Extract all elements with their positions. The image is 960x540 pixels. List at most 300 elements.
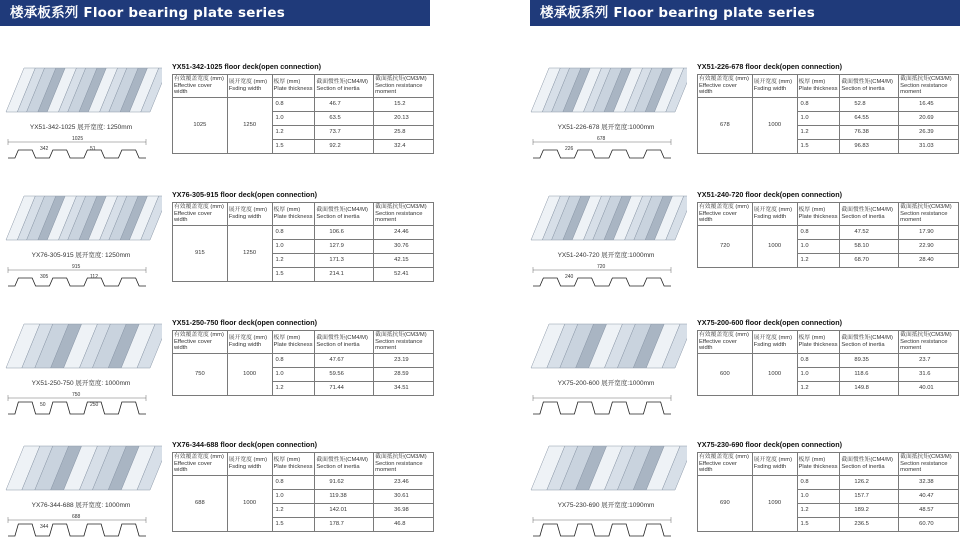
- column-header-line: 有效覆盖宽度 (mm): [699, 332, 749, 338]
- deck-illustration: [0, 62, 162, 174]
- thickness-cell: 1.2: [272, 253, 315, 267]
- spec-row: [173, 475, 434, 489]
- column-header-line: 板厚 (mm): [798, 79, 826, 86]
- column-header-line: 截面抵抗矩(CM3/M): [375, 76, 427, 82]
- column-header-line: moment: [900, 217, 922, 223]
- inertia-cell: 47.52: [840, 225, 899, 239]
- spec-table: [697, 452, 959, 532]
- column-header-unfold: [227, 331, 272, 354]
- column-header-resist: [899, 453, 959, 476]
- thickness-cell: 1.5: [272, 517, 315, 531]
- column-header-line: Plate thickness: [273, 85, 313, 92]
- deck-caption: YX51-240-720 展开宽度:1000mm: [557, 252, 655, 259]
- profile-section-line: [8, 402, 146, 414]
- column-header-resist: [374, 203, 434, 226]
- deck-illustration: [0, 440, 162, 540]
- unfold-width-cell: 1000: [227, 353, 272, 395]
- column-header-cover: [173, 75, 228, 98]
- profile-section-line: [533, 278, 671, 286]
- column-header-line: 截面惯性矩(CM4/M): [316, 207, 368, 214]
- resistance-cell: 32.4: [374, 139, 434, 153]
- column-header-line: 有效覆盖宽度 (mm): [699, 204, 749, 210]
- thickness-cell: 0.8: [797, 353, 840, 367]
- dimension-label: 240: [565, 274, 574, 280]
- resistance-cell: 40.47: [899, 489, 959, 503]
- thickness-cell: 1.0: [272, 111, 315, 125]
- column-header-unfold: [752, 75, 797, 98]
- resistance-cell: 23.7: [899, 353, 959, 367]
- column-header-line: Fsding width: [228, 213, 262, 220]
- inertia-cell: 89.35: [840, 353, 899, 367]
- column-header-line: 截面抵抗矩(CM3/M): [900, 454, 952, 460]
- column-header-line: Section of inertia: [316, 85, 360, 92]
- cover-width-cell: 750: [173, 353, 228, 395]
- column-header-line: moment: [375, 217, 397, 223]
- column-header-line: moment: [375, 467, 397, 473]
- inertia-cell: 91.62: [315, 475, 374, 489]
- product-block-right-2: [525, 190, 960, 308]
- inertia-cell: 47.67: [315, 353, 374, 367]
- product-block-right-4: [525, 440, 960, 540]
- deck-caption: YX75-230-690 展开宽度:1090mm: [557, 502, 655, 509]
- cover-width-cell: 600: [698, 353, 753, 395]
- column-header-line: 截面抵抗矩(CM3/M): [375, 454, 427, 460]
- inertia-cell: 214.1: [315, 267, 374, 281]
- inertia-cell: 58.10: [840, 239, 899, 253]
- inertia-cell: 236.5: [840, 517, 899, 531]
- deck-product-image: [525, 62, 687, 174]
- column-header-line: Plate thickness: [798, 463, 838, 470]
- column-header-line: Fsding width: [753, 85, 787, 92]
- resistance-cell: 60.70: [899, 517, 959, 531]
- resistance-cell: 23.19: [374, 353, 434, 367]
- resistance-cell: 46.8: [374, 517, 434, 531]
- column-header-line: 截面抵抗矩(CM3/M): [375, 332, 427, 338]
- column-header-line: 截面惯性矩(CM4/M): [841, 207, 893, 214]
- column-header-cover: [698, 331, 753, 354]
- resistance-cell: 15.2: [374, 97, 434, 111]
- spec-table-title: YX76-344-688 floor deck(open connection): [172, 440, 317, 449]
- inertia-cell: 59.56: [315, 367, 374, 381]
- spec-row: [173, 353, 434, 367]
- dimension-label: 915: [72, 264, 81, 270]
- spec-header-row: [173, 331, 434, 354]
- thickness-cell: 1.5: [272, 267, 315, 281]
- thickness-cell: 1.0: [797, 367, 840, 381]
- deck-caption: YX51-342-1025 展开宽度: 1250mm: [29, 124, 133, 131]
- column-header-line: Section resistance: [900, 210, 948, 217]
- inertia-cell: 46.7: [315, 97, 374, 111]
- deck-caption: YX75-200-600 展开宽度:1000mm: [557, 380, 655, 387]
- spec-table-title: YX75-200-600 floor deck(open connection): [697, 318, 842, 327]
- column-header-resist: [899, 203, 959, 226]
- spec-header-row: [698, 453, 959, 476]
- column-header-thick: [797, 203, 840, 226]
- column-header-cover: [173, 331, 228, 354]
- product-block-left-4: [0, 440, 440, 540]
- profile-section-line: [8, 524, 146, 536]
- dimension-label: 750: [72, 392, 81, 398]
- column-header-unfold: [227, 203, 272, 226]
- resistance-cell: 48.57: [899, 503, 959, 517]
- column-header-resist: [374, 75, 434, 98]
- column-header-cover: [173, 203, 228, 226]
- spec-table-title: YX76-305-915 floor deck(open connection): [172, 190, 317, 199]
- resistance-cell: 17.90: [899, 225, 959, 239]
- column-header-thick: [797, 453, 840, 476]
- spec-header-row: [173, 75, 434, 98]
- profile-section-line: [533, 402, 671, 414]
- spec-header-row: [173, 453, 434, 476]
- thickness-cell: 1.5: [797, 139, 840, 153]
- dimension-label: 226: [565, 146, 574, 152]
- column-header-inertia: [315, 75, 374, 98]
- thickness-cell: 0.8: [797, 475, 840, 489]
- deck-product-image: [525, 440, 687, 540]
- column-header-inertia: [315, 203, 374, 226]
- deck-illustration: [0, 190, 162, 302]
- spec-table-title: YX51-342-1025 floor deck(open connection): [172, 62, 321, 71]
- inertia-cell: 149.8: [840, 381, 899, 395]
- column-header-line: 截面惯性矩(CM4/M): [316, 457, 368, 464]
- spec-table: [697, 74, 959, 154]
- resistance-cell: 25.8: [374, 125, 434, 139]
- column-header-resist: [899, 331, 959, 354]
- resistance-cell: 42.15: [374, 253, 434, 267]
- column-header-line: 有效覆盖宽度 (mm): [174, 332, 224, 338]
- column-header-inertia: [840, 453, 899, 476]
- column-header-line: Plate thickness: [798, 85, 838, 92]
- column-header-line: 截面惯性矩(CM4/M): [841, 335, 893, 342]
- column-header-unfold: [227, 453, 272, 476]
- deck-illustration: [525, 190, 687, 302]
- deck-product-image: [0, 62, 162, 174]
- inertia-cell: 96.83: [840, 139, 899, 153]
- column-header-line: moment: [375, 345, 397, 351]
- column-header-line: 展开宽度 (mm): [228, 79, 268, 86]
- profile-section-line: [533, 150, 671, 158]
- page-title-right: 楼承板系列 Floor bearing plate series: [540, 5, 815, 21]
- thickness-cell: 0.8: [272, 97, 315, 111]
- thickness-cell: 0.8: [797, 97, 840, 111]
- column-header-line: Section of inertia: [316, 463, 360, 470]
- unfold-width-cell: 1250: [227, 225, 272, 281]
- deck-illustration: [525, 62, 687, 174]
- deck-product-image: [525, 318, 687, 430]
- spec-table-title: YX51-240-720 floor deck(open connection): [697, 190, 842, 199]
- thickness-cell: 0.8: [797, 225, 840, 239]
- spec-table: [697, 202, 959, 268]
- column-header-cover: [698, 75, 753, 98]
- cover-width-cell: 678: [698, 97, 753, 153]
- column-header-line: 有效覆盖宽度 (mm): [699, 454, 749, 460]
- column-header-line: Section resistance: [375, 210, 423, 217]
- column-header-inertia: [315, 331, 374, 354]
- resistance-cell: 24.46: [374, 225, 434, 239]
- column-header-line: Effective cover width: [699, 338, 737, 351]
- thickness-cell: 1.2: [272, 125, 315, 139]
- spec-table: [697, 330, 959, 396]
- column-header-inertia: [840, 203, 899, 226]
- resistance-cell: 40.01: [899, 381, 959, 395]
- column-header-line: Effective cover width: [174, 210, 212, 223]
- column-header-thick: [272, 203, 315, 226]
- cover-width-cell: 915: [173, 225, 228, 281]
- resistance-cell: 26.39: [899, 125, 959, 139]
- column-header-line: Effective cover width: [699, 460, 737, 473]
- column-header-line: Section resistance: [375, 460, 423, 467]
- spec-header-row: [698, 331, 959, 354]
- cover-width-cell: 1025: [173, 97, 228, 153]
- page-title-left: 楼承板系列 Floor bearing plate series: [10, 5, 285, 21]
- spec-header-row: [698, 75, 959, 98]
- dimension-label: 112: [90, 274, 98, 280]
- resistance-cell: 20.13: [374, 111, 434, 125]
- column-header-line: 板厚 (mm): [273, 457, 301, 464]
- dimension-label: 688: [72, 514, 81, 520]
- column-header-line: Plate thickness: [273, 341, 313, 348]
- resistance-cell: 16.45: [899, 97, 959, 111]
- inertia-cell: 71.44: [315, 381, 374, 395]
- spec-header-row: [698, 203, 959, 226]
- resistance-cell: 31.6: [899, 367, 959, 381]
- thickness-cell: 1.2: [797, 125, 840, 139]
- column-header-line: Section of inertia: [841, 341, 885, 348]
- inertia-cell: 73.7: [315, 125, 374, 139]
- column-header-line: 截面惯性矩(CM4/M): [841, 457, 893, 464]
- inertia-cell: 178.7: [315, 517, 374, 531]
- column-header-line: 板厚 (mm): [273, 79, 301, 86]
- cover-width-cell: 688: [173, 475, 228, 531]
- resistance-cell: 28.59: [374, 367, 434, 381]
- dimension-label: 305: [40, 274, 49, 280]
- column-header-line: 展开宽度 (mm): [753, 207, 793, 214]
- profile-section-line: [533, 524, 671, 536]
- dimension-label: 250: [90, 402, 99, 408]
- column-header-line: Effective cover width: [699, 210, 737, 223]
- inertia-cell: 142.01: [315, 503, 374, 517]
- thickness-cell: 1.0: [272, 489, 315, 503]
- column-header-line: 截面抵抗矩(CM3/M): [900, 332, 952, 338]
- column-header-line: Section resistance: [900, 338, 948, 345]
- inertia-cell: 119.38: [315, 489, 374, 503]
- thickness-cell: 1.0: [272, 239, 315, 253]
- column-header-thick: [797, 331, 840, 354]
- product-block-left-3: [0, 318, 440, 436]
- column-header-line: Section resistance: [900, 460, 948, 467]
- dimension-label: 344: [40, 524, 49, 530]
- thickness-cell: 1.0: [797, 239, 840, 253]
- resistance-cell: 32.38: [899, 475, 959, 489]
- column-header-line: Effective cover width: [699, 82, 737, 95]
- deck-product-image: [0, 318, 162, 430]
- column-header-line: 板厚 (mm): [273, 207, 301, 214]
- column-header-line: Effective cover width: [174, 460, 212, 473]
- spec-row: [698, 97, 959, 111]
- column-header-unfold: [227, 75, 272, 98]
- spec-table-title: YX51-226-678 floor deck(open connection): [697, 62, 842, 71]
- column-header-line: Fsding width: [228, 341, 262, 348]
- resistance-cell: 34.51: [374, 381, 434, 395]
- deck-caption: YX51-250-750 展开宽度: 1000mm: [31, 380, 131, 387]
- dimension-label: 1025: [72, 136, 84, 142]
- spec-table-title: YX75-230-690 floor deck(open connection): [697, 440, 842, 449]
- thickness-cell: 0.8: [272, 353, 315, 367]
- column-header-line: Effective cover width: [174, 82, 212, 95]
- thickness-cell: 1.0: [797, 489, 840, 503]
- column-header-line: Fsding width: [753, 463, 787, 470]
- column-header-line: Section resistance: [375, 338, 423, 345]
- column-header-line: 截面惯性矩(CM4/M): [841, 79, 893, 86]
- column-header-line: Section of inertia: [841, 85, 885, 92]
- column-header-thick: [797, 75, 840, 98]
- inertia-cell: 106.6: [315, 225, 374, 239]
- resistance-cell: 20.69: [899, 111, 959, 125]
- profile-section-line: [8, 150, 146, 158]
- dimension-label: 342: [40, 146, 49, 152]
- thickness-cell: 0.8: [272, 225, 315, 239]
- page-header-left: [0, 0, 430, 26]
- resistance-cell: 36.98: [374, 503, 434, 517]
- column-header-inertia: [840, 331, 899, 354]
- page-header-right: [530, 0, 960, 26]
- unfold-width-cell: 1000: [752, 225, 797, 267]
- column-header-cover: [173, 453, 228, 476]
- column-header-line: 截面惯性矩(CM4/M): [316, 335, 368, 342]
- column-header-line: Section of inertia: [316, 341, 360, 348]
- column-header-line: 截面抵抗矩(CM3/M): [900, 204, 952, 210]
- inertia-cell: 127.9: [315, 239, 374, 253]
- spec-table: [172, 330, 434, 396]
- column-header-line: moment: [900, 345, 922, 351]
- unfold-width-cell: 1250: [227, 97, 272, 153]
- thickness-cell: 1.5: [272, 139, 315, 153]
- column-header-line: Section of inertia: [841, 463, 885, 470]
- column-header-line: 板厚 (mm): [273, 335, 301, 342]
- resistance-cell: 22.90: [899, 239, 959, 253]
- column-header-line: 有效覆盖宽度 (mm): [699, 76, 749, 82]
- column-header-unfold: [752, 453, 797, 476]
- spec-row: [698, 353, 959, 367]
- spec-row: [173, 225, 434, 239]
- spec-row: [698, 475, 959, 489]
- inertia-cell: 171.3: [315, 253, 374, 267]
- column-header-line: 板厚 (mm): [798, 457, 826, 464]
- column-header-line: 截面惯性矩(CM4/M): [316, 79, 368, 86]
- column-header-line: Effective cover width: [174, 338, 212, 351]
- column-header-line: 有效覆盖宽度 (mm): [174, 204, 224, 210]
- dimension-label: 720: [597, 264, 606, 270]
- column-header-line: moment: [900, 467, 922, 473]
- column-header-line: moment: [375, 89, 397, 95]
- column-header-unfold: [752, 203, 797, 226]
- column-header-line: Fsding width: [228, 85, 262, 92]
- deck-caption: YX51-226-678 展开宽度:1000mm: [557, 124, 655, 131]
- unfold-width-cell: 1000: [752, 97, 797, 153]
- column-header-line: Section of inertia: [841, 213, 885, 220]
- column-header-line: 展开宽度 (mm): [753, 457, 793, 464]
- column-header-line: 展开宽度 (mm): [228, 207, 268, 214]
- column-header-line: 展开宽度 (mm): [753, 335, 793, 342]
- inertia-cell: 92.2: [315, 139, 374, 153]
- column-header-line: 展开宽度 (mm): [228, 457, 268, 464]
- resistance-cell: 52.41: [374, 267, 434, 281]
- column-header-line: 有效覆盖宽度 (mm): [174, 76, 224, 82]
- deck-illustration: [525, 318, 687, 430]
- resistance-cell: 31.03: [899, 139, 959, 153]
- column-header-line: Section resistance: [375, 82, 423, 89]
- product-block-left-1: [0, 62, 440, 180]
- dimension-label: 51: [90, 146, 96, 152]
- spec-table: [172, 202, 434, 282]
- deck-product-image: [0, 440, 162, 540]
- cover-width-cell: 690: [698, 475, 753, 531]
- column-header-line: Section of inertia: [316, 213, 360, 220]
- column-header-thick: [272, 75, 315, 98]
- column-header-resist: [374, 331, 434, 354]
- thickness-cell: 1.5: [797, 517, 840, 531]
- column-header-thick: [272, 453, 315, 476]
- resistance-cell: 30.61: [374, 489, 434, 503]
- inertia-cell: 63.5: [315, 111, 374, 125]
- deck-product-image: [0, 190, 162, 302]
- column-header-line: Fsding width: [753, 213, 787, 220]
- thickness-cell: 1.2: [797, 381, 840, 395]
- deck-illustration: [0, 318, 162, 430]
- product-block-right-1: [525, 62, 960, 180]
- thickness-cell: 1.0: [797, 111, 840, 125]
- inertia-cell: 126.2: [840, 475, 899, 489]
- inertia-cell: 157.7: [840, 489, 899, 503]
- column-header-line: Fsding width: [228, 463, 262, 470]
- thickness-cell: 1.2: [272, 381, 315, 395]
- spec-row: [173, 97, 434, 111]
- resistance-cell: 28.40: [899, 253, 959, 267]
- deck-illustration: [525, 440, 687, 540]
- column-header-line: 截面抵抗矩(CM3/M): [375, 204, 427, 210]
- spec-table: [172, 452, 434, 532]
- product-block-left-2: [0, 190, 440, 308]
- column-header-unfold: [752, 331, 797, 354]
- product-block-right-3: [525, 318, 960, 436]
- column-header-line: 板厚 (mm): [798, 335, 826, 342]
- inertia-cell: 189.2: [840, 503, 899, 517]
- dimension-label: 50: [40, 402, 46, 408]
- column-header-cover: [698, 203, 753, 226]
- column-header-line: 展开宽度 (mm): [753, 79, 793, 86]
- column-header-line: 展开宽度 (mm): [228, 335, 268, 342]
- column-header-line: Plate thickness: [798, 213, 838, 220]
- unfold-width-cell: 1000: [227, 475, 272, 531]
- column-header-cover: [698, 453, 753, 476]
- spec-table-title: YX51-250-750 floor deck(open connection): [172, 318, 317, 327]
- column-header-resist: [374, 453, 434, 476]
- thickness-cell: 1.0: [272, 367, 315, 381]
- thickness-cell: 0.8: [272, 475, 315, 489]
- inertia-cell: 118.6: [840, 367, 899, 381]
- inertia-cell: 68.70: [840, 253, 899, 267]
- column-header-line: 板厚 (mm): [798, 207, 826, 214]
- profile-section-line: [8, 278, 146, 286]
- spec-row: [698, 225, 959, 239]
- column-header-line: Section resistance: [900, 82, 948, 89]
- spec-table: [172, 74, 434, 154]
- thickness-cell: 1.2: [272, 503, 315, 517]
- unfold-width-cell: 1090: [752, 475, 797, 531]
- column-header-inertia: [840, 75, 899, 98]
- thickness-cell: 1.2: [797, 253, 840, 267]
- resistance-cell: 23.46: [374, 475, 434, 489]
